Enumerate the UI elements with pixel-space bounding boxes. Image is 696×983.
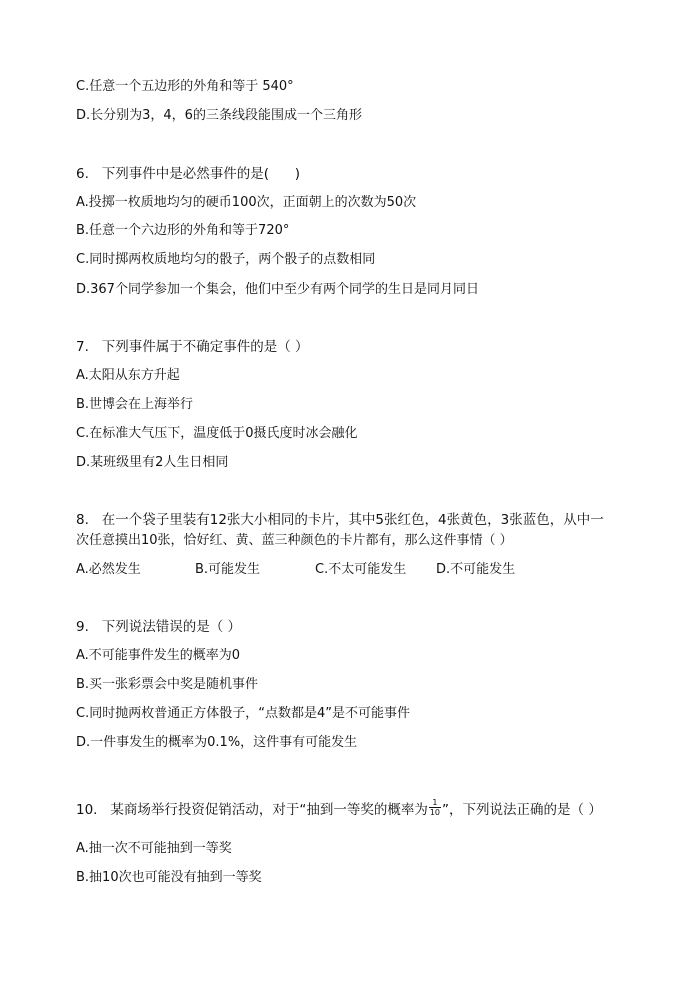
question-10-option-b: B.抽10次也可能没有抽到一等奖: [76, 870, 262, 885]
question-8-stem-line1: 8. 在一个袋子里装有12张大小相同的卡片，其中5张红色，4张黄色，3张蓝色，从中一: [76, 512, 604, 528]
question-6-option-d: D.367个同学参加一个集会，他们中至少有两个同学的生日是同月同日: [76, 282, 479, 297]
probability-fraction: [429, 798, 441, 817]
question-7-stem: 7. 下列事件属于不确定事件的是（ ）: [76, 339, 309, 355]
option-c-prev: C.任意一个五边形的外角和等于 540°: [76, 79, 294, 94]
question-8-options: [76, 560, 515, 580]
fraction-denominator: 10: [429, 807, 441, 817]
question-8-option-a: A.必然发生: [76, 562, 141, 577]
question-6-option-c: C.同时掷两枚质地均匀的骰子，两个骰子的点数相同: [76, 252, 376, 267]
question-9-stem: 9. 下列说法错误的是（ ）: [76, 619, 242, 635]
question-10-stem-before: 10. 某商场举行投资促销活动，对于“抽到一等奖的概率为: [76, 802, 428, 818]
question-9-option-c: C.同时抛两枚普通正方体骰子，“点数都是4”是不可能事件: [76, 706, 410, 721]
question-9-option-a: A.不可能事件发生的概率为0: [76, 648, 241, 663]
question-8-stem-line2: 次任意摸出10张，恰好红、黄、蓝三种颜色的卡片都有，那么这件事情（ ）: [76, 533, 513, 548]
question-10-option-a: A.抽一次不可能抽到一等奖: [76, 841, 232, 856]
question-9-option-d: D.一件事发生的概率为0.1%，这件事有可能发生: [76, 735, 358, 750]
fraction-numerator: 1: [429, 798, 441, 808]
question-10-stem: [76, 797, 602, 820]
question-6-stem: 6. 下列事件中是必然事件的是( ): [76, 166, 301, 182]
question-7-option-c: C.在标准大气压下，温度低于0摄氏度时冰会融化: [76, 426, 358, 441]
question-7-option-d: D.某班级里有2人生日相同: [76, 455, 229, 470]
question-9-option-b: B.买一张彩票会中奖是随机事件: [76, 677, 259, 692]
question-7-option-a: A.太阳从东方升起: [76, 368, 180, 383]
question-7-option-b: B.世博会在上海举行: [76, 397, 194, 412]
option-d-prev: D.长分别为3，4，6的三条线段能围成一个三角形: [76, 108, 362, 123]
question-10-stem-after: ”，下列说法正确的是（ ）: [442, 802, 602, 818]
question-8-option-b: B.可能发生: [195, 562, 261, 577]
question-6-option-b: B.任意一个六边形的外角和等于720°: [76, 223, 290, 238]
question-6-option-a: A.投掷一枚质地均匀的硬币100次，正面朝上的次数为50次: [76, 195, 417, 210]
question-8-option-c: C.不太可能发生: [315, 562, 407, 577]
question-8-option-d: D.不可能发生: [436, 562, 516, 577]
